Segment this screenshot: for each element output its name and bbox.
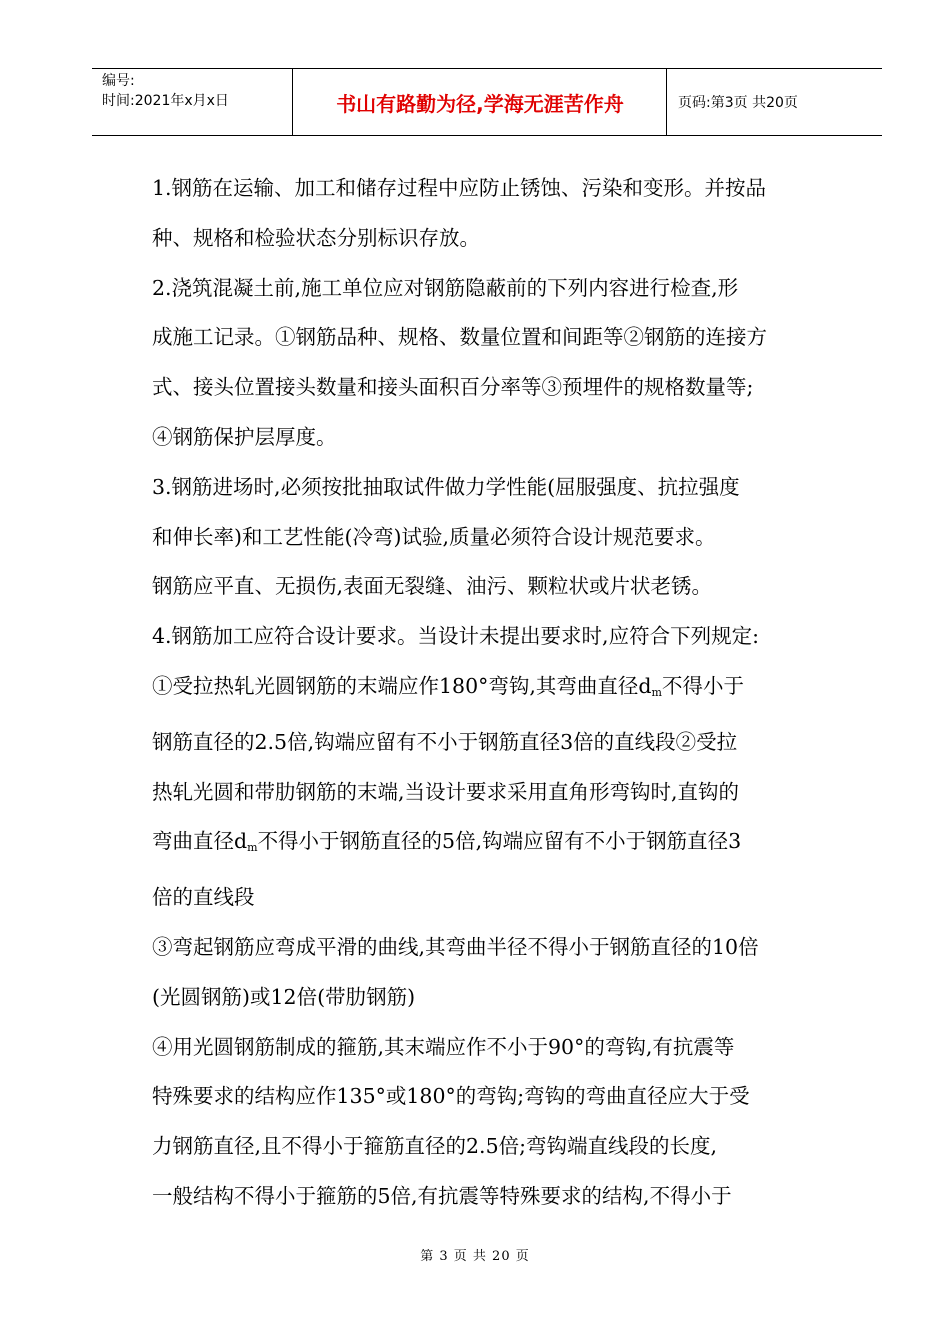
body-line: (光圆钢筋)或12倍(带肋钢筋): [152, 984, 416, 1009]
body-line: 一般结构不得小于箍筋的5倍,有抗震等特殊要求的结构,不得小于: [152, 1183, 732, 1208]
body-line: 特殊要求的结构应作135°或180°的弯钩;弯钩的弯曲直径应大于受: [152, 1084, 750, 1109]
header-motto: 书山有路勤为径,学海无涯苦作舟: [336, 91, 624, 116]
number-label: 编号:: [102, 73, 135, 89]
body-line: [152, 817, 840, 873]
body-line: 1.钢筋在运输、加工和储存过程中应防止锈蚀、污染和变形。并按品: [152, 176, 767, 200]
body-line: 热轧光圆和带肋钢筋的末端,当设计要求采用直角形弯钩时,直钩的: [152, 779, 740, 804]
header-divider: [292, 69, 293, 135]
body-line: [152, 662, 840, 718]
body-line: ④用光圆钢筋制成的箍筋,其末端应作不小于90°的弯钩,有抗震等: [152, 1034, 735, 1059]
body-line: 2.浇筑混凝土前,施工单位应对钢筋隐蔽前的下列内容进行检查,形: [152, 275, 739, 300]
body-line: 倍的直线段: [152, 885, 255, 910]
body-text-segment: 弯曲直径d: [152, 829, 248, 854]
page-header: [92, 68, 882, 136]
body-line: ④钢筋保护层厚度。: [152, 424, 337, 449]
body-line: 和伸长率)和工艺性能(冷弯)试验,质量必须符合设计规范要求。: [152, 524, 716, 549]
document-body: [152, 164, 840, 1222]
body-line: 钢筋直径的2.5倍,钩端应留有不小于钢筋直径3倍的直线段②受拉: [152, 729, 738, 754]
body-text-segment: 不得小于: [661, 673, 744, 698]
body-line: 种、规格和检验状态分别标识存放。: [152, 225, 480, 250]
body-line: 3.钢筋进场时,必须按批抽取试件做力学性能(屈服强度、抗拉强度: [152, 474, 740, 499]
body-text-segment: ①受拉热轧光圆钢筋的末端应作180°弯钩,其弯曲直径d: [152, 673, 652, 698]
header-page-code: 页码:第3页 共20页: [678, 95, 798, 111]
body-line: 力钢筋直径,且不得小于箍筋直径的2.5倍;弯钩端直线段的长度,: [152, 1134, 718, 1159]
time-label: 时间:2021年x月x日: [102, 93, 229, 109]
body-line: 钢筋应平直、无损伤,表面无裂缝、油污、颗粒状或片状老锈。: [152, 574, 713, 599]
subscript-m: m: [247, 841, 258, 855]
body-text-segment: 不得小于钢筋直径的5倍,钩端应留有不小于钢筋直径3: [257, 829, 742, 854]
body-line: 式、接头位置接头数量和接头面积百分率等③预埋件的规格数量等;: [152, 375, 754, 400]
body-line: ③弯起钢筋应弯成平滑的曲线,其弯曲半径不得小于钢筋直径的10倍: [152, 934, 759, 959]
body-line: 成施工记录。①钢筋品种、规格、数量位置和间距等②钢筋的连接方: [152, 325, 767, 350]
header-meta: [102, 71, 292, 111]
body-line: 4.钢筋加工应符合设计要求。当设计未提出要求时,应符合下列规定:: [152, 624, 759, 649]
page-footer: 第 3 页 共 20 页: [420, 1249, 530, 1264]
subscript-m: m: [651, 685, 662, 699]
header-divider: [666, 69, 667, 135]
